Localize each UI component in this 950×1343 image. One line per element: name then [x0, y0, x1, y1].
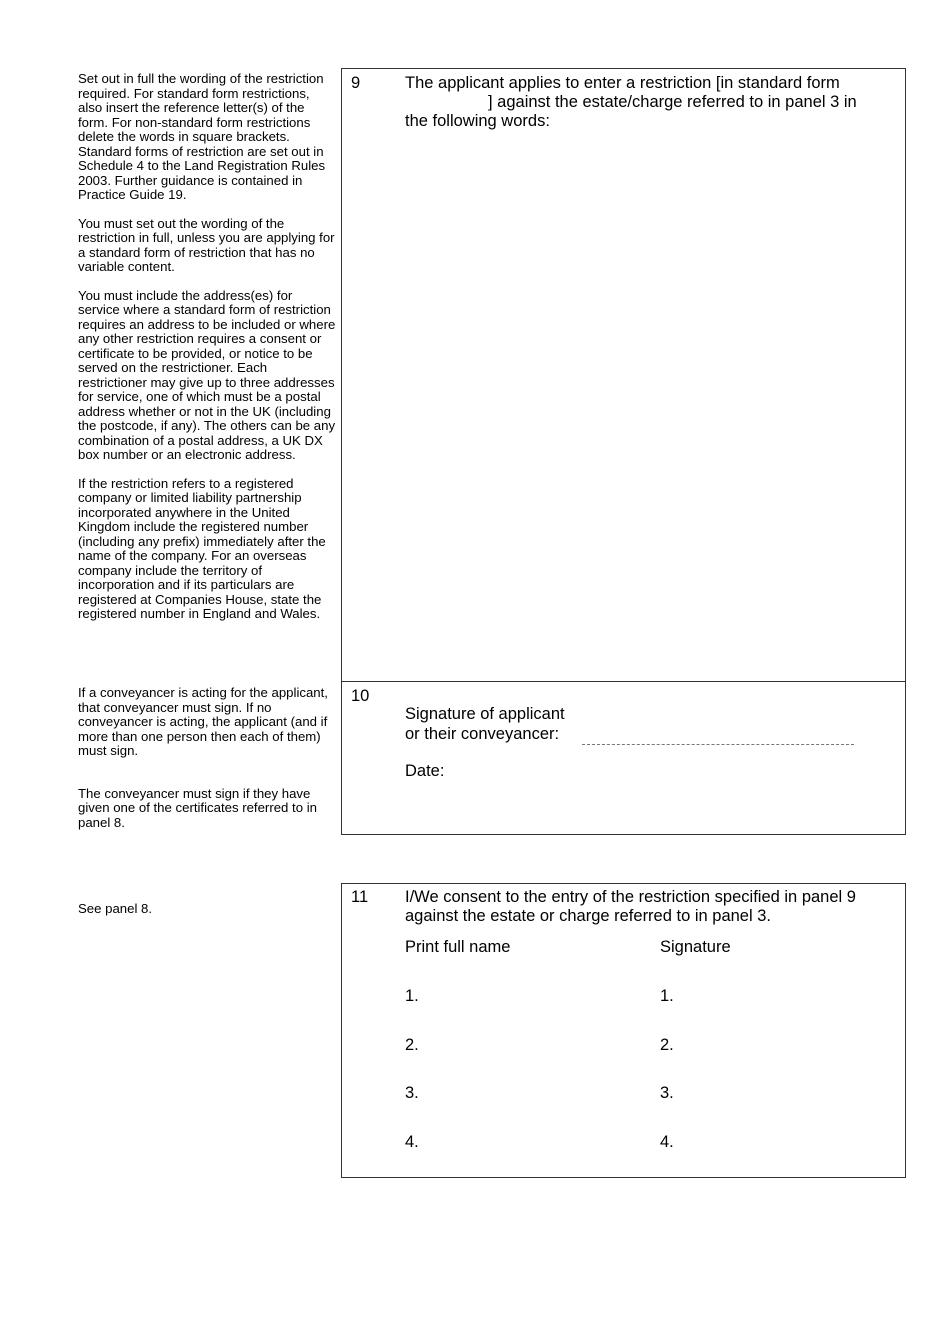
print-name-header: Print full name	[405, 938, 511, 956]
name-row-label: 1.	[405, 987, 419, 1005]
signature-row-label: 1.	[660, 987, 674, 1005]
guidance-paragraph: If the restriction refers to a registered company or limited liability partnership incorporated anywhere in the United Kingdom include the registered number (including any prefix) immediately after the name of the company. For an overseas company include the territory of incorporation and if its particulars are registered at Companies House, state the registered number in England and Wales.	[78, 475, 326, 621]
consent-statement: against the estate or charge referred to in panel 3.	[405, 907, 771, 925]
signature-label: or their conveyancer:	[405, 725, 560, 743]
guidance-paragraph: The conveyancer must sign if they have given one of the certificates referred to in panel 8.	[78, 785, 317, 830]
signature-label: Signature of applicant	[405, 705, 565, 723]
restriction-wording-area[interactable]	[405, 139, 885, 659]
signature-row-label: 2.	[660, 1036, 674, 1054]
panel-number: 9	[351, 74, 361, 92]
restriction-intro-line: the following words:	[405, 112, 550, 130]
panel-number: 10	[351, 687, 370, 705]
guidance-paragraph: See panel 8.	[78, 901, 153, 916]
panel9-guidance	[78, 72, 336, 622]
guidance-paragraph: You must include the address(es) for service where a standard form of restriction requires an address to be included or where any other restriction requires a consent or certificate to be provided, or notice to be served on the restrictioner. Each restrictioner may give up to three addresses for service, one of which must be a postal address whether or not in the UK (including the postcode, if any). The others can be any combination of a postal address, a UK DX box number or an electronic address.	[78, 287, 336, 462]
signature-header: Signature	[660, 938, 731, 956]
panel10-guidance	[78, 686, 336, 830]
panel-10	[341, 681, 906, 835]
panel-9	[341, 68, 906, 682]
panel-number: 11	[351, 888, 369, 906]
signature-row-label: 4.	[660, 1133, 674, 1151]
signature-row-label: 3.	[660, 1084, 674, 1102]
guidance-paragraph: If a conveyancer is acting for the applicant, that conveyancer must sign. If no conveyancer is acting, the applicant (and if more than one person then each of them) must sign.	[78, 685, 328, 758]
signature-line[interactable]	[582, 744, 854, 745]
restriction-intro-line: ] against the estate/charge referred to in panel 3 in	[488, 93, 857, 111]
guidance-paragraph: Set out in full the wording of the restriction required. For standard form restrictions, also insert the reference letter(s) of the form. For non-standard form restrictions delete the words in square brackets. Standard forms of restriction are set out in Schedule 4 to the Land Registration Rules 2003. Further guidance is contained in Practice Guide 19.	[78, 71, 326, 202]
consent-statement: I/We consent to the entry of the restriction specified in panel 9	[405, 888, 856, 906]
name-row-label: 3.	[405, 1084, 419, 1102]
panel-11	[341, 883, 906, 1178]
name-row-label: 2.	[405, 1036, 419, 1054]
guidance-paragraph: You must set out the wording of the restriction in full, unless you are applying for a standard form of restriction that has no variable content.	[78, 215, 335, 274]
panel11-guidance	[78, 902, 336, 917]
date-field[interactable]	[462, 760, 662, 782]
name-row-label: 4.	[405, 1133, 419, 1151]
restriction-intro-line: The applicant applies to enter a restriction [in standard form	[405, 74, 840, 92]
date-label: Date:	[405, 762, 445, 780]
